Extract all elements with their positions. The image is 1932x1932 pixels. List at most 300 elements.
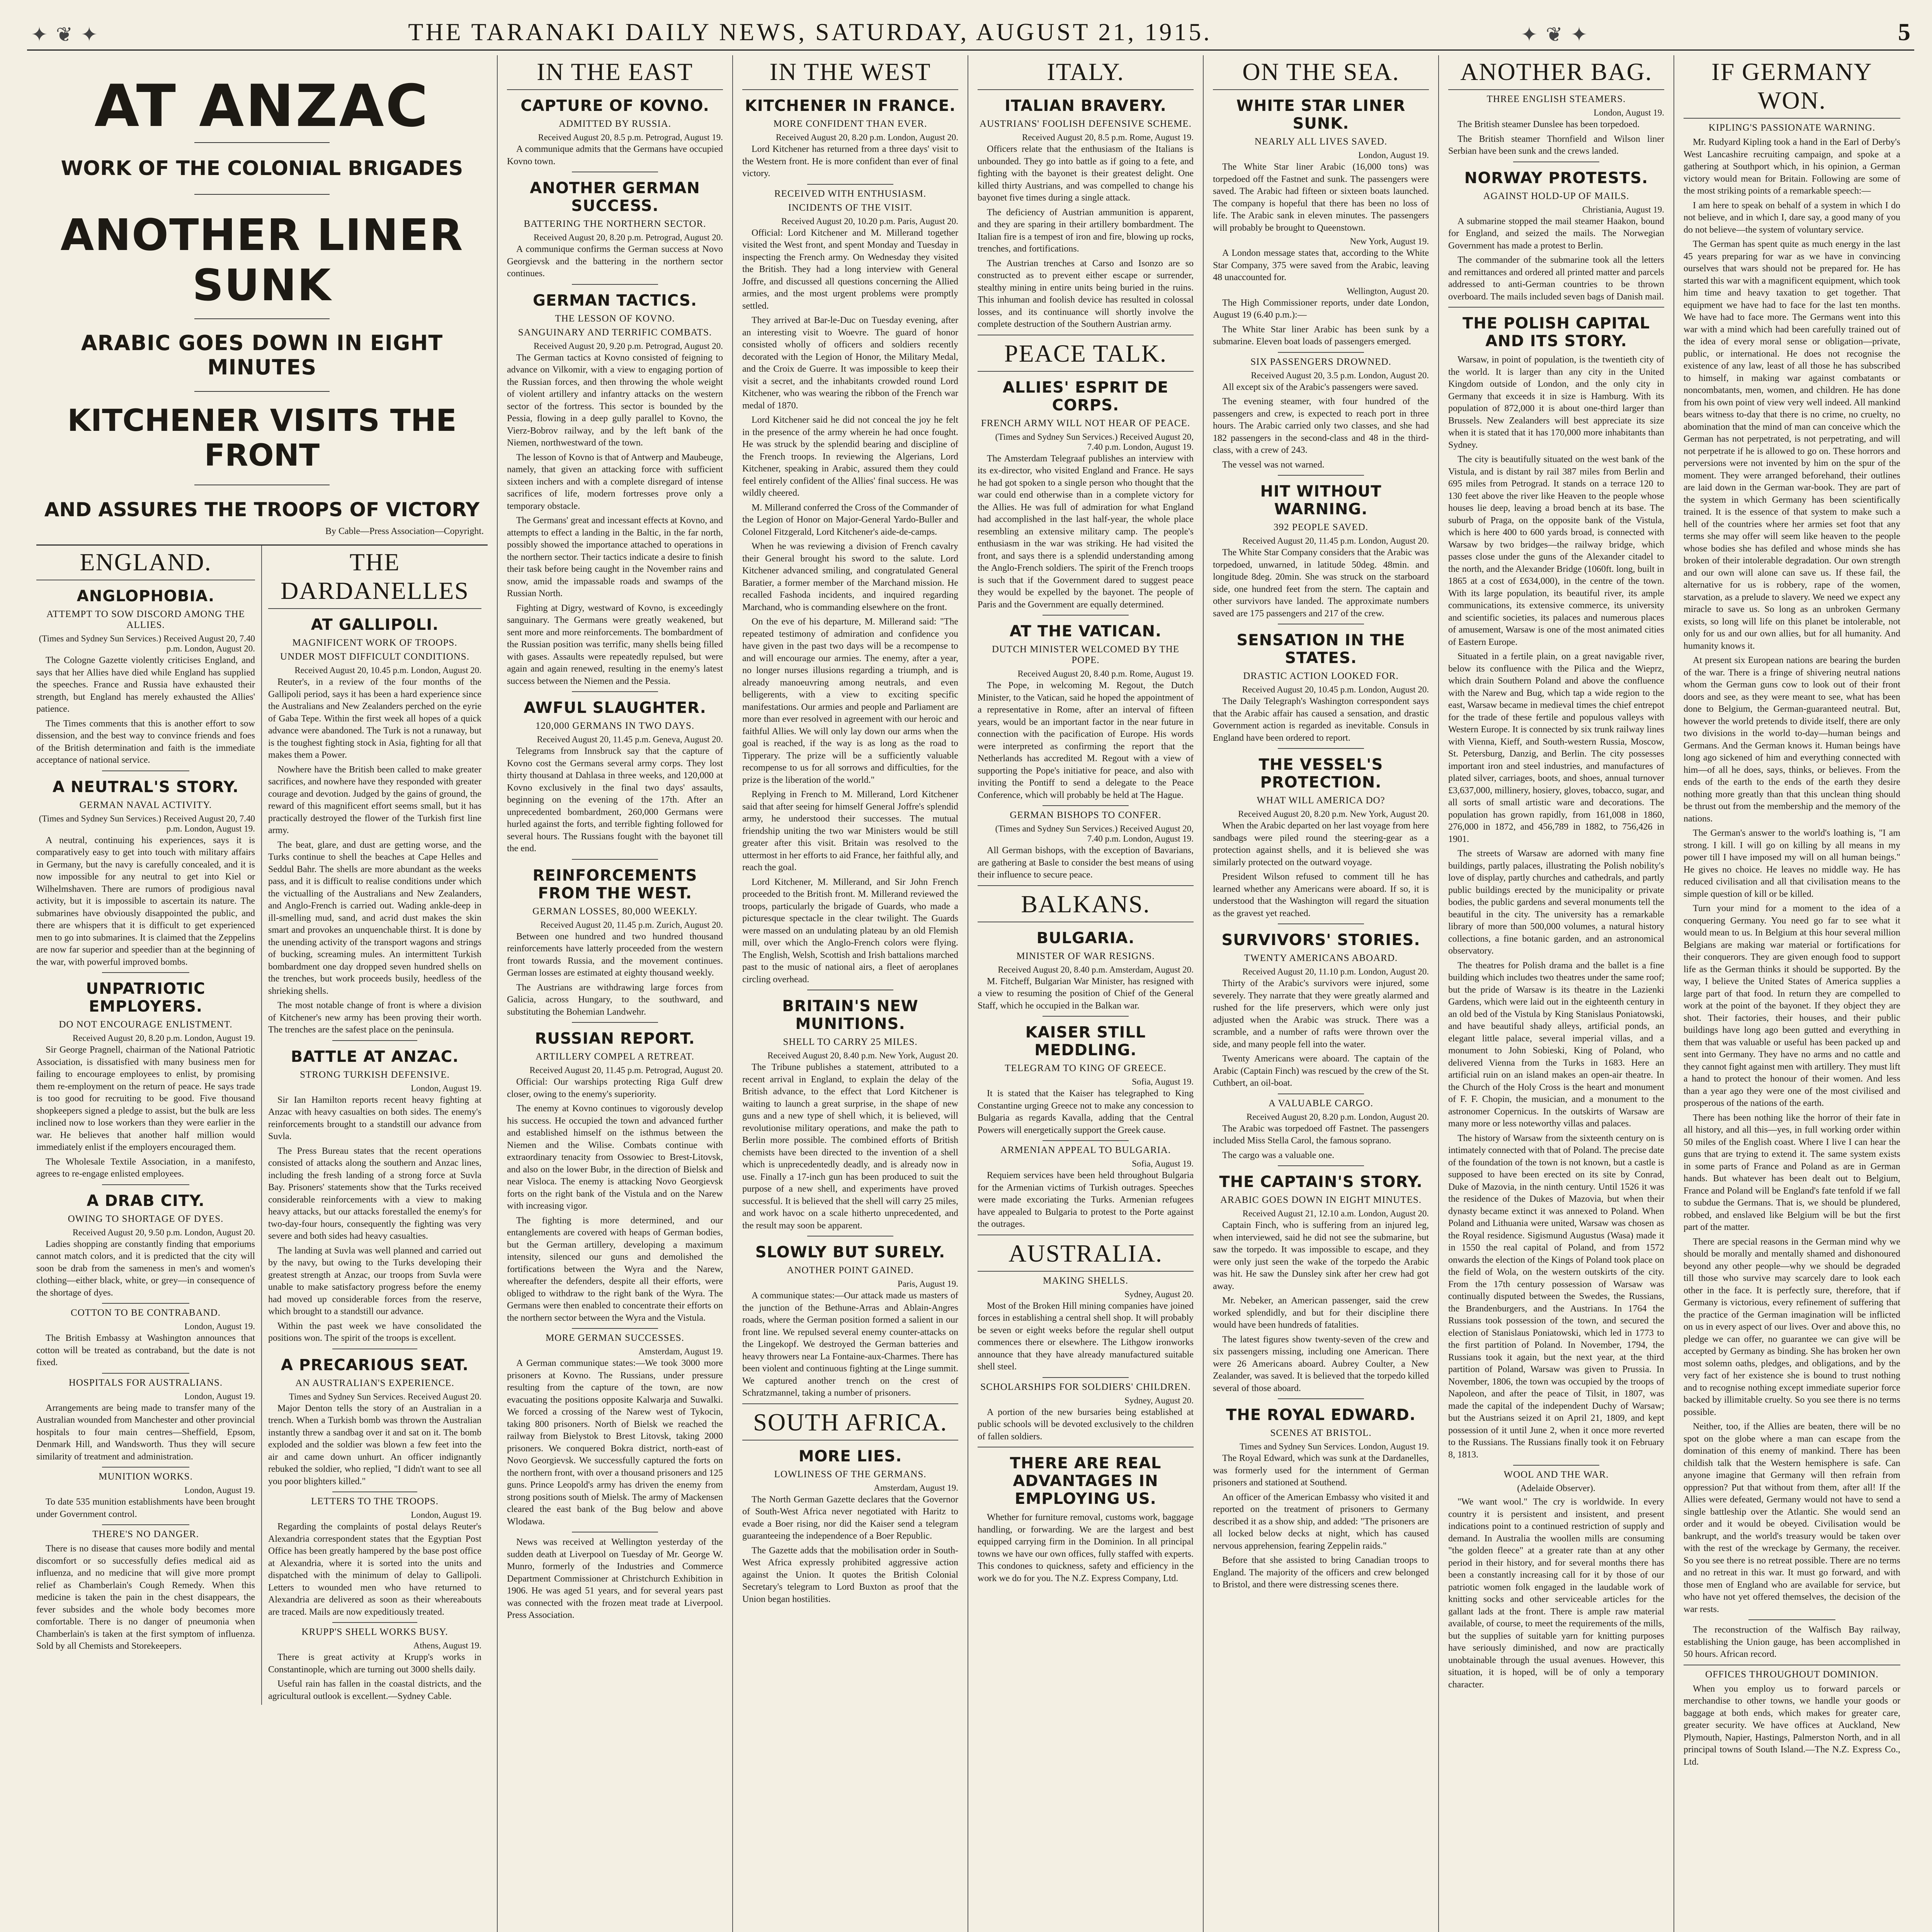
section-heading: ON THE SEA.: [1213, 58, 1429, 90]
paragraph: The theatres for Polish drama and the ballet is a fine building which includes two theatres under the same roof; but the pride of Warsaw is its theatre in the Lazienki Gardens, which were laid out in the eighteenth century in an old bed of the Vistula by King Stanislaus Poniatowski, and have beautiful shady alleys, artificial ponds, an elegant little palace, several imperial villas, and a monument to John Sobieski, King of Poland, who delivered Vienna from the Turks in 1683. Here an artificial ruin on an island makes an open-air theatre. In the Church of the Holy Cross is the heart and monument of F. F. Chopin, the musician, and a monument to the astronomer Copernicus. In the outskirts of Warsaw are many more or less noteworthy villas and palaces.: [1448, 960, 1664, 1129]
divider: [102, 770, 189, 771]
paragraph: Most of the Broken Hill mining companies have joined forces in establishing a central shell shop. It will probably be seven or eight weeks before the regular shell output commences there or elsewhere. The Lithgow ironworks announce that they have already manufactured suitable shell steel.: [978, 1301, 1194, 1372]
paragraph: Between one hundred and two hundred thousand reinforcements have latterly proceeded from the western front towards Russia, and the movement continues. German losses are estimated at eighty thousand weekly.: [507, 931, 723, 978]
dateline: London, August 19.: [184, 1391, 255, 1401]
divider: [102, 1467, 189, 1468]
paragraph: Neither, too, if the Allies are beaten, there will be no spot on the globe where a man can escape from the domination of this enemy of mankind. There has been childish talk that the Western hemisphere is safe. Can anyone imagine that Germany will then refrain from oppression? Put that without from them, after all! If the Allies were defeated, Germany would not have to send a single battleship over the Atlantic. She would send an order and it would be obeyed. Civilisation would be bankrupt, and the world's treasury would be taken over with the rest of the wreckage by Germany, the receiver. So you see there is no retreat possible. There are no terms and no retreat in this war. It must go forward, and with those men of England who are available for service, but who have not yet offered themselves, the decision of the war rests.: [1684, 1422, 1900, 1614]
paragraph: The deficiency of Austrian ammunition is apparent, and they are sparing in their artillery bombardment. The Italian fire is a tempest of iron and fire, blowing up rocks, trenches, and fortifications.: [978, 207, 1194, 254]
paragraph: Mr. Nebeker, an American passenger, said the crew worked splendidly, and but for their discipline there would have been hundreds of fatalities.: [1213, 1296, 1429, 1330]
article-headline: CAPTURE OF KOVNO.: [520, 97, 709, 115]
dateline: Received August 20, 8.20 p.m. London, August 19.: [72, 1033, 255, 1043]
article-headline: MUNITION WORKS.: [99, 1471, 193, 1482]
masthead-ornament-left: ✦ ❦ ✦: [31, 24, 99, 46]
paragraph: The Daily Telegraph's Washington correspondent says that the Arabic affair has caused a sensation, and drastic Government action is regarded as inevitable. Consuls in England have been ordered to report.: [1213, 696, 1429, 743]
divider: [102, 972, 189, 973]
dateline: New York, August 19.: [1350, 236, 1429, 246]
paragraph: The fighting is more determined, and our entanglements are covered with heaps of German bodies, but the German artillery, developing a maximum intensity, silenced our guns and demolished the fortifications between the Wyra and the Narew, whereafter the defenders, despite all their efforts, were obliged to withdraw to the right bank of the Wyra. The Germans were then enabled to concentrate their efforts on the northern sector between the Wyra and the Vistula.: [507, 1215, 723, 1323]
paragraph: News was received at Wellington yesterday of the sudden death at Liverpool on Tuesday of Mr. George W. Munro, formerly of the Industries and Commerce Department Commissioner at Christchurch Exhibition in 1906. He was aged 51 years, and for several years past was connected with the frozen meat trade at Liverpool. Press Association.: [507, 1537, 723, 1620]
advert-headline: THERE'S NO DANGER.: [92, 1529, 199, 1539]
paragraph: A neutral, continuing his experiences, says it is comparatively easy to get into touch with military affairs in Germany, but the navy is carefully concealed, and it is now impossible for any neutral to get into Kiel or Wilhelmshaven. There are rumors of prodigious naval activity, but it is impossible to ascertain its nature. The submarines have obviously disappointed the public, and there are whispers that it is difficult to get experienced men to go into submarines. It is claimed that the Zeppelins are now far superior and speedier than at the beginning of the war, with powerful improved bombs.: [36, 835, 255, 967]
divider: [978, 885, 1194, 886]
article-subhead: BATTERING THE NORTHERN SECTOR.: [524, 219, 706, 229]
divider: [572, 691, 658, 692]
article-subhead: SHELL TO CARRY 25 MILES.: [783, 1037, 918, 1047]
paragraph: Lord Kitchener, M. Millerand, and Sir John French proceeded to the British front. M. Millerand reviewed the troops, particularly the brigade of Guards, who made a picturesque spectacle in the clear twilight. The Guards were massed on an undulating plateau by an old Flemish mill, over which the Anglo-French colors were flying. The English, Welsh, Scottish and Irish battalions marched past to the music of national airs, a fleet of aeroplanes circling overhead.: [742, 877, 958, 985]
paragraph: Arrangements are being made to transfer many of the Australian wounded from Manchester and other provincial hospitals to four main centres—Sheffield, Epsom, Denmark Hill, and Wandsworth. Thus they will secure similarity of treatment and administration.: [36, 1403, 255, 1462]
article-source: (Adelaide Observer).: [1517, 1483, 1595, 1493]
dateline: Received August 20, 8.20 p.m. London, August 20.: [1246, 1112, 1429, 1122]
section-heading: ITALY.: [978, 58, 1194, 90]
article-subhead: AN AUSTRALIAN'S EXPERIENCE.: [295, 1378, 454, 1388]
paragraph: The Times comments that this is another effort to sow dissension, and the best way to convince friends and foes of the British determination and faith is the immediate acceptance of national service.: [36, 718, 255, 765]
dateline: Received August 20, 9.20 p.m. Petrograd, August 20.: [534, 341, 723, 351]
paragraph: The cargo was a valuable one.: [1222, 1150, 1335, 1160]
advert-text: There is no disease that causes more bodily and mental discomfort or so successfully defies medical aid as influenza, and no medicine that will give more prompt relief as Chamberlain's Cough Remedy. When this medicine is taken the pain in the chest disappears, the fever subsides and the whole body becomes more comfortable. There is no danger of pneumonia when Chamberlain's is taken at the first symptom of influenza. Sold by all Chemists and Storekeepers.: [36, 1544, 255, 1651]
paragraph: All except six of the Arabic's passengers were saved.: [1222, 382, 1418, 392]
article-headline: KITCHENER IN FRANCE.: [745, 97, 956, 115]
divider: [1043, 805, 1129, 806]
article-headline: AWFUL SLAUGHTER.: [524, 699, 706, 717]
banner-subhead-arabic: ARABIC GOES DOWN IN EIGHT MINUTES: [81, 331, 443, 379]
article-headline: THE VESSEL'S PROTECTION.: [1259, 756, 1383, 791]
paragraph: Sir George Pragnell, chairman of the National Patriotic Association, is dissatisfied with many business men for failing to encourage employees to enlist, by promising them re-employment on the return of peace. He says trade is too good for recruiting to be good. Five thousand shopkeepers signed a pledge to assist, but the bulk are less inclined now to lose workers than they were earlier in the war. He believes that another half million would immediately enlist if the employers encouraged them.: [36, 1045, 255, 1152]
paragraph: The city is beautifully situated on the west bank of the Vistula, and is distant by rail 387 miles from Berlin and 695 miles from Petrograd. It stands on a terrace 120 to 130 feet above the river like Heaven to the people whose houses lie deep, leaving a broad bench at its base. The suburb of Praga, on the opposite bank of the Vistula, which is here 400 to 600 yards broad, is connected with Warsaw by two bridges—the railway bridge, which passes close under the guns of the Alexander citadel to the north, and the Alexander Bridge (1060ft. long, built in 1865 at a cost of £634,000), in the centre of the town. With its large population, its beautiful river, its ample communications, its extensive commerce, its university and scientific societies, its palaces and numerous places of amusement, Warsaw is one of the most animated cities of Eastern Europe.: [1448, 454, 1664, 647]
dateline: Times and Sydney Sun Services. London, August 19.: [1240, 1442, 1429, 1451]
paragraph: Lord Kitchener said he did not conceal the joy he felt in the presence of the army wherein he had once fought. He was struck by the splendid bearing and discipline of the French troops. In reviewing the Algerians, Lord Kitchener, speaking in Arabic, assured them they could feel entirely confident of the Allies' final success. He was wildly cheered.: [742, 415, 958, 498]
article-subhead: ARTILLERY COMPEL A RETREAT.: [536, 1051, 694, 1062]
article-subhead: LOWLINESS OF THE GERMANS.: [774, 1469, 927, 1480]
paragraph: Thirty of the Arabic's survivors were injured, some severely. They narrate that they were greatly alarmed and rushed for the life preservers, which were only just adjusted when the Arabic was struck. There was a scramble, and a number of rafts were thrown over the side, and many people fell into the water.: [1213, 978, 1429, 1049]
warsaw-column: [1439, 55, 1674, 1932]
paragraph: Turn your mind for a moment to the idea of a conquering Germany. You need go far to see what it would mean to us. In Belgium at this hour several million Belgians are making war material or fortifications for their conquerors. They are given enough food to support life as the German thinks it should be supported. By the way, I believe the United States of America supplies a large part of that food. In return they are compelled to work at the point of the bayonet. If they object they are shot. Their factories, their houses, and their public buildings have long ago been gutted and everything in them that was valuable or useful has been packed up and sent into Germany. They have no arms and no cattle and they cannot fight against men with artillery. They must lift a hand to protect the honour of their women. And less than a year ago they were one of the most civilised and prosperous of the nations of the earth.: [1684, 903, 1900, 1108]
lead-column: [27, 55, 498, 1932]
paragraph: Officers relate that the enthusiasm of the Italians is unbounded. They go into battle as if going to a fete, and fighting with the bayonet is their greatest delight. One killed thirty Austrians, and was compelled to change his bayonet five times during a single attack.: [978, 144, 1194, 203]
dateline: Received August 20, 11.10 p.m. London, August 20.: [1242, 967, 1429, 976]
article-headline: ITALIAN BRAVERY.: [1005, 97, 1167, 115]
paragraph: Lord Kitchener has returned from a three days' visit to the Western front. He is more confident than ever of final victory.: [742, 144, 958, 179]
article-headline: SIX PASSENGERS DROWNED.: [1250, 356, 1391, 367]
divider: [1043, 1377, 1129, 1378]
article-headline: A VALUABLE CARGO.: [1269, 1098, 1373, 1109]
dateline: London, August 19.: [184, 1321, 255, 1331]
divider: [194, 142, 330, 143]
divider: [102, 1184, 189, 1185]
east-column: [498, 55, 733, 1932]
paragraph: Official: Lord Kitchener and M. Millerand together visited the West front, and spent Monday and Tuesday in inspecting the French army. On Wednesday they visited the British. They had a long interview with General Joffre, and discussed all questions concerning the Allied armies, and the most urgent problems were promptly settled.: [742, 228, 958, 311]
article-subhead: TELEGRAM TO KING OF GREECE.: [1005, 1063, 1167, 1073]
divider: [332, 1040, 418, 1041]
article-headline: ALLIES' ESPRIT DE CORPS.: [1003, 378, 1168, 414]
paragraph: The enemy at Kovno continues to vigorously develop his success. He occupied the town and advanced further and established himself on the isthmus between the Niemen and the Wilise. Combats continue with extraordinary tenacity from Ossowiec to Brest-Litovsk, and also on the lower Bubr, in the direction of Bielsk and near Visloca. The enemy is attacking Novo Georgievsk forts on the right bank of the Vistula and on the Narew with increasing vigor.: [507, 1104, 723, 1211]
italy-column: [968, 55, 1204, 1932]
section-heading: IN THE WEST: [742, 58, 958, 90]
dateline: London, August 19.: [411, 1083, 481, 1093]
paragraph: The Royal Edward, which was sunk at the Dardanelles, was formerly used for the internment of German prisoners and stationed at Southend.: [1213, 1453, 1429, 1488]
dateline: London, August 19.: [1594, 108, 1664, 117]
divider: [1043, 1140, 1129, 1141]
article-headline: THE POLISH CAPITAL AND ITS STORY.: [1462, 315, 1650, 350]
paragraph: Ladies shopping are constantly finding that emporiums cannot match colors, and it is predicted that the city will soon be drab from the sameness in men's and women's clothing—either black, white, or grey—in consequence of the shortage of dyes.: [36, 1239, 255, 1298]
article-subhead: GERMAN LOSSES, 80,000 WEEKLY.: [532, 906, 697, 917]
paragraph: There has been nothing like the horror of their fate in all history, and all this—yes, in full working order within 50 miles of the English coast. Where I live I can hear the guns that are trying to extend it. The same system exists in some parts of France and Poland as are in German hands. But whatever has been dealt out to Belgium, France and Poland will be England's fate tenfold if we fall to subdue the Germans. That is, we should be plundered, robbed, and enslaved like Belgium will be but the first part of the matter.: [1684, 1112, 1900, 1232]
article-headline: RECEIVED WITH ENTHUSIASM.: [774, 188, 927, 199]
article-headline: SCHOLARSHIPS FOR SOLDIERS' CHILDREN.: [980, 1381, 1191, 1392]
divider: [572, 284, 658, 285]
section-heading: ANOTHER BAG.: [1448, 58, 1664, 90]
paragraph: The Austrian trenches at Carso and Isonzo are so constructed as to prevent either escape or surrender, stealthy mining in entire units being buried in the ruins. This inhuman and foolish device has resulted in colossal losses, and its continuance will shortly involve the complete destruction of the Southern Austrian army.: [978, 258, 1194, 329]
paragraph: A communique admits that the Germans have occupied Kovno town.: [507, 144, 723, 167]
article-headline: THE CAPTAIN'S STORY.: [1219, 1173, 1423, 1191]
paragraph: Fighting at Digry, westward of Kovno, is exceedingly sanguinary. The Germans were greatly weakened, but sent more and more reinforcements. The bombardment of the Russian position was terrific, many shells being filled with gases. Assaults were repeatedly repulsed, but were again and again renewed, resulting in the enemy's latest success between the Niemen and the Pessia.: [507, 603, 723, 686]
dateline: Sofia, August 19.: [1132, 1159, 1194, 1168]
dateline: Sofia, August 19.: [1132, 1077, 1194, 1087]
article-subhead: THREE ENGLISH STEAMERS.: [1486, 94, 1626, 104]
article-headline: GERMAN BISHOPS TO CONFER.: [1010, 810, 1162, 820]
dateline: Wellington, August 20.: [1347, 286, 1429, 296]
article-subhead: FRENCH ARMY WILL NOT HEAR OF PEACE.: [981, 418, 1190, 429]
article-headline: ANGLOPHOBIA.: [77, 587, 215, 605]
divider: [102, 1303, 189, 1304]
paragraph: They arrived at Bar-le-Duc on Tuesday evening, after an interesting visit to Woevre. The guard of honor consisted wholly of officers and soldiers recently decorated with the Legion of Honor, the Military Medal, and the Croix de Guerre. It was impossible to keep their visit a secret, and the inhabitants crowded round Lord Kitchener, who was wearing the ribbon of the French war medal of 1870.: [742, 315, 958, 411]
paragraph: M. Fitcheff, Bulgarian War Minister, has resigned with a view to resuming the position of Chief of the General Staff, which he occupied in the Balkan war.: [978, 976, 1194, 1011]
article-headline: NORWAY PROTESTS.: [1464, 169, 1648, 187]
paragraph: "We want wool." The cry is worldwide. In every country it is persistent and insistent, and present indications point to a continued restriction of supply and demand. In Australia the woollen mills are consuming "the golden fleece" at a greater rate than at any other period in their history, and for several months there has been a constantly increasing call for it by those of our patriotic women folk engaged in the laudable work of knitting socks and other serviceable articles for the gallant lads at the front. There is ample raw material available, of course, to meet the requirements of the mills, but the supplies of suitable yarn for knitting purposes have seriously diminished, and now are practically unobtainable through the usual avenues. However, this situation, it is hoped, will be of only a temporary character.: [1448, 1497, 1664, 1690]
article-headline: AT GALLIPOLI.: [311, 616, 439, 634]
advert-text: When you employ us to forward parcels or merchandise to other towns, we handle your goods or baggage at both ends, which makes for greater care, greater security. We have offices at Auckland, New Plymouth, Napier, Hastings, Palmerston North, and in all principal towns of South Island.—The N.Z. Express Co., Ltd.: [1684, 1684, 1900, 1767]
paragraph: The evening steamer, with four hundred of the passengers and crew, is expected to reach port in three hours. The Arabic carried only two classes, and she had 182 passengers in the second-class and 48 in the third-class, with a crew of 243.: [1213, 396, 1429, 455]
article-subhead: AGAINST HOLD-UP OF MAILS.: [1483, 190, 1629, 201]
paragraph: The beat, glare, and dust are getting worse, and the Turks continue to shell the beaches at Cape Helles and Seddul Bahr. The shells are more abundant as the weeks pass, and it is difficult to realise conditions under which the victualling of the Australians and New Zealanders, and Anglo-French is carried out. Wading ankle-deep in ill-smelling mud, sand, and acrid dust makes the skin smart and provokes an unquenchable thirst. It is done by the unending activity of the transport wagons and strings of bucking, screaming mules. An intermittent Turkish bombardment one day dropped seven hundred shells on the trenches, but work proceeds busily, heedless of the shrieking shells.: [268, 840, 481, 996]
paragraph: The British steamer Thornfield and Wilson liner Serbian have been sunk and the crews landed.: [1448, 134, 1664, 156]
advert-headline: OFFICES THROUGHOUT DOMINION.: [1705, 1669, 1879, 1680]
paragraph: The Cologne Gazette violently criticises England, and says that her Allies have died while England has supplied the speeches. France and Russia have exhausted their strength, but England has merely exhausted the Allies' patience.: [36, 655, 255, 714]
dateline: Received August 20, 9.50 p.m. London, August 20.: [72, 1227, 255, 1237]
article-headline: WHITE STAR LINER SUNK.: [1236, 97, 1406, 133]
article-headline: A DRAB CITY.: [87, 1192, 205, 1210]
article-headline: REINFORCEMENTS FROM THE WEST.: [532, 866, 697, 902]
west-column: [733, 55, 968, 1932]
masthead-title: THE TARANAKI DAILY NEWS, SATURDAY, AUGUST 21, 1915.: [408, 18, 1212, 46]
article-headline: WOOL AND THE WAR.: [1503, 1469, 1609, 1480]
divider: [1043, 1016, 1129, 1017]
paragraph: The Pope, in welcoming M. Regout, the Dutch Minister, to the Vatican, said he hoped the appointment of a representative in Rome, after an interval of fifteen years, would be an important factor in the near future in connection with the pacification of Europe. His words were interpreted as confirming the report that the Netherlands has accredited M. Regout with a view of supporting the Pope's initiative for peace, and also with inviting the Pontiff to send a delegate to the Peace Conference, which will probably be held at The Hague.: [978, 680, 1194, 800]
dateline: London, August 19.: [184, 1485, 255, 1495]
article-subhead: MINISTER OF WAR RESIGNS.: [1016, 951, 1155, 961]
dateline: Received August 20, 10.20 p.m. Paris, August 20.: [781, 216, 958, 226]
article-subhead: SCENES AT BRISTOL.: [1270, 1428, 1372, 1438]
paragraph: The streets of Warsaw are adorned with many fine buildings, partly palaces, illustrating the Polish nobility's love of display, partly churches and cathedrals, and partly public buildings erected by the municipality or private bodies, the public gardens and several monuments tell the beautiful in the city. The university has a remarkable library of more than 500,000 volumes, a natural history collections, a fine botanic garden, and an astronomical observatory.: [1448, 849, 1664, 956]
paragraph: Telegrams from Innsbruck say that the capture of Kovno cost the Germans several army corps. They lost thirty thousand at Dahlasa in three weeks, and 120,000 at Kovno exclusively in the final two days' assaults, beginning on the evening of the 17th. After an unprecedented bombardment, 260,000 Germans were hurled against the forts, and terrible fighting followed for several hours. The Russians fought with the bayonet till the end.: [507, 746, 723, 854]
article-headline: MORE GERMAN SUCCESSES.: [546, 1333, 684, 1343]
paragraph: A submarine stopped the mail steamer Haakon, bound for England, and seized the mails. The Norwegian Government has made a protest to Berlin.: [1448, 216, 1664, 251]
dateline: Sydney, August 20.: [1124, 1289, 1194, 1299]
paragraph: On the eve of his departure, M. Millerand said: "The repeated testimony of admiration and confidence you have given in the past two days will be a recompense to and will encourage our armies. The enemy, after a year, no longer nurses illusions regarding a triumph, and is already manoeuvring among neutrals, and even belligerents, with a view to exciting specific manifestations. Our armies and people and Parliament are more than ever resolved in agreement with our heroic and faithful Allies. We will only lay down our arms when the goal is reached, if the way is as long as the road to Tipperary. The prize will be a sufficiently valuable recompense to us for all sorrows and difficulties, for the prize is the liberation of the world.": [742, 617, 958, 785]
article-headline: RUSSIAN REPORT.: [535, 1030, 695, 1048]
dateline: Received August 20, 11.45 p.m. Geneva, August 20.: [537, 735, 723, 744]
paragraph: The Arabic was torpedoed off Fastnet. The passengers included Miss Stella Carol, the famous soprano.: [1213, 1123, 1429, 1146]
article-headline: BULGARIA.: [1036, 929, 1135, 947]
paragraph: Mr. Rudyard Kipling took a hand in the Earl of Derby's West Lancashire recruiting campaign, and spoke at a gathering at Southport which, in his opinion, a German victory would mean for Britain. Following are some of the most striking points of a remarkable speech:—: [1684, 137, 1900, 196]
article-subhead: DRASTIC ACTION LOOKED FOR.: [1243, 671, 1399, 681]
paragraph: Sir Ian Hamilton reports recent heavy fighting at Anzac with heavy casualties on both sides. The enemy's reinforcements brought to a standstill our advance from Suvla.: [268, 1095, 481, 1141]
divider: [1278, 475, 1364, 476]
kipling-column: [1674, 55, 1910, 1932]
article-subhead: UNDER MOST DIFFICULT CONDITIONS.: [280, 651, 469, 662]
divider: [102, 1524, 189, 1525]
paragraph: The White Star liner Arabic (16,000 tons) was torpedoed off the Fastnet and sunk. The passengers were saved. The Arabic had fifteen or sixteen boats launched. The company is hopeful that there has been no loss of life. The Arabic sank in eleven minutes. The passengers will probably be brought to Queenstown.: [1213, 162, 1429, 233]
paragraph: The Tribune publishes a statement, attributed to a recent arrival in England, to explain the delay of the British advance, to the effect that Lord Kitchener is waiting to launch a great surprise, in the shape of new guns and a new type of shell which, it is believed, will revolutionise military operations, and make the path to Berlin more possible. The combined efforts of British chemists have been directed to the invention of a shell which is unprecedentedly deadly, and is already now in use. Finally a 17-inch gun has been produced to suit the purpose of a new shell, and experiments have proved successful. It is believed that the shell will carry 25 miles, and work havoc on a scale hitherto unprecedented, and the result may soon be apparent.: [742, 1062, 958, 1231]
article-headline: BATTLE AT ANZAC.: [291, 1048, 459, 1066]
article-headline: HOSPITALS FOR AUSTRALIANS.: [68, 1377, 223, 1388]
divider: [1278, 1165, 1364, 1166]
paragraph: At present six European nations are bearing the burden of the war. There is a fringe of shivering neutral nations whom the German guns cow to look out of their front doors and see, as they were meant to see, what has been done to Belgium, the German-guaranteed neutral. But, however the world pretends to divide itself, there are only two divisions in the world to-day—human beings and Germans. And the German knows it. Human beings have long ago sickened of him and everything connected with him—of all he does, says, thinks, or believes. From the ends of the earth to the ends of the earth they desire nothing more greatly than that this unclean thing should be thrust out from the membership and the memory of the nations.: [1684, 655, 1900, 824]
article-subhead: MAGNIFICENT WORK OF TROOPS.: [292, 638, 457, 648]
divider: [194, 194, 330, 195]
paragraph: An officer of the American Embassy who visited it and reported on the treatment of prisoners to Germany described it as a show ship, and added: "The prisoners are all locked below decks at night, which has caused nervous apprehension, fearing Zeppelin raids.": [1213, 1492, 1429, 1551]
article-subhead: 120,000 GERMANS IN TWO DAYS.: [535, 721, 695, 731]
paragraph: A portion of the new bursaries being established at public schools will be devoted exclusively to the children of fallen soldiers.: [978, 1407, 1194, 1442]
dateline: Received August 20, 11.45 p.m. Zurich, August 20.: [540, 920, 723, 930]
paragraph: The German tactics at Kovno consisted of feigning to advance on Vilkomir, with a view to engaging portion of the Russian forces, and then throwing the whole weight of violent artillery and infantry attacks on the western sector of the fortress. This sector is bounded by the Pessia, flowing in a deep gully parallel to Kovno, the Vierz-Bobrov railway, and by the left bank of the Niemen, northwestward of the town.: [507, 352, 723, 448]
article-subhead: KIPLING'S PASSIONATE WARNING.: [1708, 122, 1876, 133]
paragraph: All German bishops, with the exception of Bavarians, are gathering at Basle to consider the best means of using their influence to secure peace.: [978, 845, 1194, 880]
banner-headline-anzac: AT ANZAC: [94, 73, 430, 140]
masthead-ornament-right: ✦ ❦ ✦: [1520, 24, 1589, 46]
paragraph: The British steamer Dunslee has been torpedoed.: [1458, 119, 1640, 129]
article-subhead: SANGUINARY AND TERRIFIC COMBATS.: [518, 327, 712, 338]
divider: [1278, 748, 1364, 749]
dateline: (Times and Sydney Sun Services.) Received August 20, 7.40 p.m. London, August 19.: [995, 432, 1194, 452]
dateline: Received August 20, 8.40 p.m. Rome, August 19.: [1017, 669, 1194, 679]
page-number: 5: [1898, 18, 1910, 46]
divider: [572, 859, 658, 860]
divider: [1043, 615, 1129, 616]
banner-headline-kitchener: KITCHENER VISITS THE FRONT: [67, 403, 457, 473]
dateline: (Times and Sydney Sun Services.) Received August 20, 7.40 p.m. London, August 19.: [39, 813, 255, 833]
dateline: Received August 20, 8.40 p.m. Amsterdam, August 20.: [998, 964, 1194, 975]
article-subhead: ARABIC GOES DOWN IN EIGHT MINUTES.: [1220, 1195, 1422, 1205]
dateline: Sydney, August 20.: [1124, 1395, 1194, 1405]
divider: [1278, 1398, 1364, 1399]
article-subhead: ADMITTED BY RUSSIA.: [559, 119, 671, 129]
section-heading: IF GERMANY WON.: [1684, 58, 1900, 119]
masthead: [27, 15, 1914, 51]
section-heading: PEACE TALK.: [978, 339, 1194, 372]
advert-text: Whether for furniture removal, customs work, baggage handling, or forwarding. We are the largest and best equipped carrying firm in the Dominion. In all principal towns we have our own offices, fully staffed with experts. This condones to quickness, safety and efficiency in the work we do for you. The N.Z. Express Company, Ltd.: [978, 1512, 1194, 1583]
paragraph: Before that she assisted to bring Canadian troops to England. The majority of the officers and crew belonged to Bristol, and there were distressing scenes there.: [1213, 1555, 1429, 1590]
article-subhead: OWING TO SHORTAGE OF DYES.: [68, 1213, 224, 1224]
paragraph: A communique states:—Our attack made us masters of the junction of the Bethune-Arras and Ablain-Angres roads, where the German position formed a salient in our front line. We repulsed several enemy counter-attacks on the Lingekopf. We destroyed the German batteries and heavy throwers near La Fontaine-aux-Charmes. There has been violent and continuous fighting at the Linge summit. We captured another trench on the crest of Schratzmannel, taking a number of prisoners.: [742, 1291, 958, 1398]
columns: [27, 55, 1914, 1932]
banner-credit: By Cable—Press Association—Copyright.: [325, 526, 484, 536]
article-subhead: WHAT WILL AMERICA DO?: [1257, 795, 1385, 806]
article-headline: UNPATRIOTIC EMPLOYERS.: [86, 980, 206, 1015]
article-subhead: GERMAN NAVAL ACTIVITY.: [79, 799, 212, 810]
paragraph: When the Arabic departed on her last voyage from here sandbags were piled round the steering-gear as a protection against shells, and it is believed she was similarly protected on the outward voyage.: [1213, 821, 1429, 867]
paragraph: Within the past week we have consolidated the positions won. The spirit of the troops is excellent.: [268, 1321, 481, 1343]
article-subhead: NEARLY ALL LIVES SAVED.: [1254, 136, 1388, 147]
paragraph: President Wilson refused to comment till he has learned whether any Americans were aboard. If so, it is understood that the Washington will regard the situation as the gravest yet reached.: [1213, 872, 1429, 918]
divider: [1278, 923, 1364, 924]
divider: [194, 391, 330, 392]
article-headline: SURVIVORS' STORIES.: [1221, 931, 1420, 949]
paragraph: The reconstruction of the Walfisch Bay railway, establishing the Union gauge, has been accomplished in 50 hours. African record.: [1684, 1625, 1900, 1659]
article-subhead: DO NOT ENCOURAGE ENLISTMENT.: [59, 1019, 233, 1030]
section-heading: THE DARDANELLES: [268, 548, 481, 609]
england-column: [36, 546, 262, 1705]
dateline: Received August 20, 10.45 p.m. London, August 20.: [1242, 685, 1429, 694]
paragraph: Useful rain has fallen in the coastal districts, and the agricultural outlook is excellent.—Sydney Cable.: [268, 1679, 481, 1701]
article-headline: LETTERS TO THE TROOPS.: [311, 1496, 439, 1507]
dateline: Received August 20, 8.40 p.m. New York, August 20.: [767, 1051, 958, 1060]
dateline: Received August 20, 8.20 p.m. London, August 20.: [776, 133, 958, 142]
section-heading: BALKANS.: [978, 890, 1194, 922]
article-subhead: AUSTRIANS' FOOLISH DEFENSIVE SCHEME.: [980, 119, 1192, 129]
paragraph: The German has spent quite as much energy in the last 45 years preparing for war as we have in convincing ourselves that wars should not be prepared for. He has started this war with a magnificent equipment, which took him time and heavy taxation to get together. That equipment we have had to face for the last ten months. We have had to face more. The Germans went into this war with a mind which had been carefully trained out of the idea of every moral sense or obligation—private, public, or international. He does not recognise the existence of any law, least of all those he has subscribed to himself, in making war against combatants or noncombatants, men, women, and children. He has done from his own point of view very well indeed. All mankind bears witness to-day that there is no crime, no cruelty, no abomination that the mind of man can conceive which the German has not perpetrated, is not perpetrating, and will not perpetrate if he is allowed to go on. These horrors and perversions were not invented by him on the spur of the moment. They were arranged beforehand, their outlines are laid down in the German war-book. They are part of the system in which Germany has been scientifically trained. It is the essence of that system to make such a hell of the countries where her armies set foot that any terms she may offer will seem like heaven to the people whose bodies she has defiled and whose minds she has broken of their intolerable degradation. Our own strength and our own will alone can save us. If these fail, the alternative for us is robbery, rape of the women, starvation, as a prelude to slavery. We need we expect any miracle to save us. So long as an unbroken Germany exists, so long will life on this planet be intolerable, not only for us and our own allies, but for all humanity. And humanity knows it.: [1684, 239, 1900, 651]
banner-subhead-troops: AND ASSURES THE TROOPS OF VICTORY: [44, 498, 480, 521]
article-headline: GERMAN TACTICS.: [533, 291, 697, 310]
paragraph: The British Embassy at Washington announces that cotton will be treated as contraband, but the date is not fixed.: [36, 1333, 255, 1367]
dateline: Received August 20, 8.5 p.m. Rome, August 19.: [1022, 133, 1194, 142]
paragraph: To date 535 munition establishments have been brought under Government control.: [36, 1497, 255, 1519]
paragraph: When he was reviewing a division of French cavalry their General brought his sword to the salute. Lord Kitchener advanced smiling, and congratulated General Baratier, a former member of the Marchand mission. He recalled Fashoda incidents, and inquired regarding Marchand, who is commanding elsewhere on the front.: [742, 541, 958, 612]
dateline: Received August 20, 8.5 p.m. Petrograd, August 19.: [538, 133, 723, 142]
article-headline: SLOWLY BUT SURELY.: [755, 1243, 946, 1261]
paragraph: Captain Finch, who is suffering from an injured leg, when interviewed, said he did not see the submarine, but saw the torpedo. It was impossible to escape, and they were only just seen the wake of the torpedo the Arabic was hit. He saw the Dunsley sink after her crew had got away.: [1213, 1220, 1429, 1291]
paragraph: Official: Our warships protecting Riga Gulf drew closer, owing to the enemy's superiority.: [507, 1077, 723, 1099]
paragraph: A German communique states:—We took 3000 more prisoners at Kovno. The Russians, under pressure resulting from the capture of the town, are now evacuating the positions opposite Kalwarja and Suwalki. We forced a crossing of the Narew west of Tykocin, taking 800 prisoners. North of Bielsk we reached the railway from Bielystok to Brest Litovsk, taking 2000 prisoners. We conquered Bokra district, north-east of Novo Georgievsk. We successfully captured the forts on the northern front, with over a thousand prisoners and 125 guns. Prince Leopold's army has driven the enemy from strong positions south of Mielsk. The army of Mackensen cleared the east bank of the Bug below and above Wlodawa.: [507, 1358, 723, 1527]
paragraph: The White Star Company considers that the Arabic was torpedoed, unwarned, in latitude 50deg. 48min. and longitude 8deg. 20min. She was struck on the starboard side, one hundred feet from the stern. The captain and other survivors have landed. The approximate numbers saved are 175 passengers and 217 of the crew.: [1213, 548, 1429, 619]
dateline: Received August 20, 8.20 p.m. Petrograd, August 20.: [534, 233, 723, 242]
front-banner: [36, 75, 488, 537]
article-headline: ANOTHER GERMAN SUCCESS.: [530, 179, 700, 215]
paragraph: The White Star liner Arabic has been sunk by a submarine. Eleven boat loads of passengers emerged.: [1213, 324, 1429, 347]
paragraph: The most notable change of front is where a division of Kitchener's new army has been proving their worth. The trenches are the safest place on the peninsula.: [268, 1000, 481, 1035]
paragraph: There are special reasons in the German mind why we should be morally and mentally shamed and dishonoured beyond any other people—why we should be degraded till those who survive may scarcely dare to look each other in the face. It is perfectly sure, therefore, that if Germany is victorious, every refinement of suffering that the practice of the German imagination will be inflicted on us in every aspect of our lives. Over and above this, no pledge we can offer, no guarantee we can give will be accepted by Germany as binding. She has broken her own most solemn oaths, pledges, and obligations, and by the very fact of her existence she is bound to trust nothing and to recognise nothing except immediate superior force backed by illimitable cruelty. So you see there is no terms possible.: [1684, 1236, 1900, 1417]
article-subhead: MORE CONFIDENT THAN EVER.: [773, 119, 927, 129]
paragraph: A London message states that, according to the White Star Company, 375 were saved from the Arabic, leaving 48 unaccounted for.: [1213, 248, 1429, 282]
paragraph: There is great activity at Krupp's works in Constantinople, which are turning out 3000 shells daily.: [268, 1652, 481, 1675]
paragraph: The latest figures show twenty-seven of the crew and six passengers missing, including one American. There were 26 Americans aboard. Aubrey Coulter, a New Zealander, was saved. It is believed that the torpedo killed several of those aboard.: [1213, 1334, 1429, 1393]
paragraph: The Amsterdam Telegraaf publishes an interview with its ex-director, who visited England and France. He says he had got spoken to a single person who thought that the war could end otherwise than in a complete victory for the Allies. He was full of admiration for what England had accomplished in the last half-year, the whole place resembling an extensive military camp. The people's enthusiasm in the war was striking. He had visited the front, and says there is a splendid understanding among the Anglo-French soldiers. The spirit of the French troops is such that if the Government dared to suggest peace they would be expelled by the bayonet. The people of Paris and the Government are equally determined.: [978, 453, 1194, 610]
paragraph: Requiem services have been held throughout Bulgaria for the Armenian victims of Turkish outrages. Speeches were made excoriating the Turks. Armenian refugees have appealed to Bulgaria to protest to the Porte against the outrages.: [978, 1170, 1194, 1229]
paragraph: The lesson of Kovno is that of Antwerp and Maubeuge, namely, that given an attacking force with sufficient sixteen inchers and with a complete disregard of intense sacrifices of life, modern fortresses prove only a temporary obstacle.: [507, 452, 723, 511]
paragraph: A communique confirms the German success at Novo Georgievsk and the battering in the northern sector continues.: [507, 244, 723, 279]
section-heading: IN THE EAST: [507, 58, 723, 90]
article-subhead: DUTCH MINISTER WELCOMED BY THE POPE.: [992, 644, 1180, 665]
paragraph: The North German Gazette declares that the Governor of South-West Africa never negotiated with Haritz to evade a Boer rising, nor did the Kaiser send a telegram guaranteeing the independence of a Boer Republic.: [742, 1494, 958, 1541]
paragraph: Situated in a fertile plain, on a great navigable river, below its confluence with the Pilica and the Wieprz, which drain Southern Poland and above the confluence with the Narew and Bug, which tap a wide region to the east, Warsaw became in medieval times the chief entrepot for the trade of these fertile and populous valleys with Western Europe. It is connected by six trunk railway lines with Vienna, Kieff, and South-western Russia, Moscow, St. Petersburg, Danzig, and Berlin. The city possesses important iron and steel industries, and manufactures of plated silver, carriages, boots, and shoes, annual turnover £3,637,000, millinery, hosiery, gloves, tobacco, sugar, and all sorts of small artistic ware and decorations. The population has grown rapidly, from 161,008 in 1860, 276,000 in 1872, and 456,789 in 1882, to 756,426 in 1901.: [1448, 651, 1664, 844]
paragraph: Regarding the complaints of postal delays Reuter's Alexandria correspondent states that the Egyptian Post Office has been greatly hampered by the base post office at Alexandria, where it is sorted into the units and dispatched with the minimum of delay to Gallipoli. Letters to wounded men who have returned to Alexandria are delivered as soon as their whereabouts are traced. Mails are now expeditiously treated.: [268, 1522, 481, 1617]
dateline: Amsterdam, August 19.: [638, 1347, 723, 1356]
dardanelles-column: [262, 546, 488, 1705]
divider: [1513, 1465, 1600, 1466]
article-headline: MAKING SHELLS.: [1043, 1275, 1128, 1286]
article-headline: KRUPP'S SHELL WORKS BUSY.: [301, 1627, 448, 1637]
paragraph: I am here to speak on behalf of a system in which I do not believe, and in which I, dare say, a good many of you do not believe—the system of voluntary service.: [1684, 200, 1900, 235]
article-headline: A PRECARIOUS SEAT.: [281, 1356, 469, 1374]
paragraph: The Gazette adds that the mobilisation order in South-West Africa expressly prohibited aggressive action against the Union. It quotes the British Colonial Secretary's telegram to Lord Buxton as proof that the Union began hostilities.: [742, 1545, 958, 1604]
advert-headline: THERE ARE REAL ADVANTAGES IN EMPLOYING US.: [1010, 1454, 1162, 1508]
dateline: Received August 20, 8.20 p.m. New York, August 20.: [1238, 809, 1429, 819]
article-headline: KAISER STILL MEDDLING.: [1025, 1024, 1146, 1059]
paragraph: It is stated that the Kaiser has telegraphed to King Constantine urging Greece not to make any concession to Bulgaria as regards Kavalla, adding that the Central Powers will energetically support the Greek cause.: [978, 1088, 1194, 1135]
dateline: Amsterdam, August 19.: [874, 1483, 958, 1493]
article-headline: THE ROYAL EDWARD.: [1226, 1406, 1416, 1424]
banner-subhead-brigades: WORK OF THE COLONIAL BRIGADES: [61, 157, 463, 180]
sea-column: [1204, 55, 1439, 1932]
dateline: Athens, August 19.: [413, 1641, 481, 1650]
paragraph: The Wholesale Textile Association, in a manifesto, agrees to re-engage enlisted employees.: [36, 1156, 255, 1179]
paragraph: The vessel was not warned.: [1222, 459, 1325, 470]
article-subhead: STRONG TURKISH DEFENSIVE.: [300, 1069, 450, 1080]
dateline: London, August 19.: [1358, 150, 1429, 160]
paragraph: The German's answer to the world's loathing is, "I am strong. I kill. I will go on killing by all means in my power till I have imposed my will on all human beings." He gives no choice. He leaves no middle way. He has reduced civilisation and all that civilisation means to the simple question of kill or be killed.: [1684, 828, 1900, 899]
divider: [1448, 307, 1664, 308]
article-subhead: THE LESSON OF KOVNO.: [555, 313, 675, 324]
paragraph: The commander of the submarine took all the letters and remittances and ordered all printed matter and parcels addressed to anti-German countries to be thrown overboard. The mails included seven bags of Danish mail.: [1448, 255, 1664, 302]
divider: [807, 184, 894, 185]
paragraph: Replying in French to M. Millerand, Lord Kitchener said that after seeing for himself General Joffre's splendid army, he understood their successes. The mutual friendship uniting the two war Ministers would be still greater after this visit. Britain was resolved to the uttermost in her efforts to aid France, her faithful ally, and reach the goal.: [742, 789, 958, 872]
article-headline: AT THE VATICAN.: [1009, 622, 1162, 640]
section-heading: AUSTRALIA.: [978, 1239, 1194, 1272]
dateline: (Times and Sydney Sun Services.) Received August 20, 7.40 p.m. London, August 19.: [995, 824, 1194, 844]
dateline: Christiania, August 19.: [1582, 204, 1664, 214]
article-headline: COTTON TO BE CONTRABAND.: [71, 1308, 221, 1318]
banner-headline-liner: ANOTHER LINER SUNK: [60, 210, 464, 311]
paragraph: Twenty Americans were aboard. The captain of the Arabic (Captain Finch) was rescued by the crew of the St. Cuthbert, an oil-boat.: [1213, 1054, 1429, 1088]
article-subhead: ANOTHER POINT GAINED.: [787, 1265, 914, 1276]
paragraph: The High Commissioner reports, under date London, August 19 (6.40 p.m.):—: [1213, 298, 1429, 320]
article-headline: ARMENIAN APPEAL TO BULGARIA.: [1000, 1145, 1171, 1155]
paragraph: Warsaw, in point of population, is the twentieth city of the world. It is larger than any city in the United Kingdom outside of London, and the only city in Germany that exceeds it in size is Hamburg. With its population of 872,000 it is about one-third larger than Brussels. New Zealanders will best appreciate its size when it is stated that it has 170,000 more inhabitants than Sydney.: [1448, 355, 1664, 450]
dateline: Received August 21, 12.10 a.m. London, August 20.: [1242, 1209, 1429, 1218]
dateline: Received August 20, 11.45 p.m. Petrograd, August 20.: [529, 1065, 723, 1075]
paragraph: The landing at Suvla was well planned and carried out by the navy, but owing to the Turks developing their greatest strength at Anzac, our troops from Suvla were unable to make satisfactory progress before the enemy had moved up considerable forces from the reserve, which brought to a standstill our advance.: [268, 1245, 481, 1316]
article-headline: MORE LIES.: [798, 1447, 902, 1465]
divider: [1278, 352, 1364, 353]
divider: [742, 1403, 958, 1404]
article-headline: SENSATION IN THE STATES.: [1236, 631, 1405, 667]
dateline: Received August 20, 3.5 p.m. London, August 20.: [1251, 370, 1429, 380]
paragraph: M. Millerand conferred the Cross of the Commander of the Legion of Honor on Major-General Yardo-Buller and Colonel Fitzgerald, Lord Kitchener's aide-de-camps.: [742, 502, 958, 537]
article-subhead: ATTEMPT TO SOW DISCORD AMONG THE ALLIES.: [46, 609, 245, 630]
divider: [102, 1373, 189, 1374]
paragraph: The Germans' great and incessant effects at Kovno, and attempts to effect a landing in the Baltic, in the far north, possibly showed the importance attached to operations in the northern sector. Their tactics indicate a desire to finish their task before being caught in the November rains and snow, amid the impassable roads and swamps of the Russian North.: [507, 515, 723, 599]
divider: [572, 1022, 658, 1023]
divider: [194, 318, 330, 319]
section-heading: ENGLAND.: [36, 548, 255, 580]
paragraph: The history of Warsaw from the sixteenth century on is intimately connected with that of Poland. The precise date of the foundation of the town is not known, but a castle is supposed to have been erected on its site by Conrad, Duke of Mazovia, in the ninth century. Until 1526 it was the residence of the Dukes of Mazovia, but when their dynasty became extinct it was annexed to Poland. When Poland and Lithuania were united, Warsaw was chosen as the Royal residence. Sigismund Augustus (Wasa) made it in 1550 the real capital of Poland, and from 1572 onwards the election of the Kings of Poland took place on the field of Wola, on the western outskirts of the city. From the 17th century possession of Warsaw was continually disputed between the Swedes, the Russians, the Brandenburgers, and the Austrians. In 1764 the Russians took possession of the town, and secured the election of Stanislaus Poniatowski, which led in 1773 to the first partition of Poland. In November, 1794, the Russians took it again, but the next year, at the third partition of Poland, Warsaw was given to Prussia. In November, 1806, the town was occupied by the troops of Napoleon, and after the peace of Tilsit, in 1807, was made the capital of the independent Duchy of Warsaw; but the Austrians seized it on April 21, 1809, and kept possession of it until June 2, when it once more reverted to the Russians. The Russians finally took it on February 8, 1813.: [1448, 1133, 1664, 1460]
divider: [572, 1328, 658, 1329]
dateline: London, August 19.: [411, 1510, 481, 1520]
dateline: Times and Sydney Sun Services. Received August 20.: [289, 1391, 481, 1401]
paragraph: Nowhere have the British been called to make greater sacrifices, and nowhere have they responded with greater courage and devotion. Judged by the gains of ground, the reward of this magnificent effort seems small, but it has practically destroyed the flower of the Turkish first line army.: [268, 764, 481, 835]
article-headline: A NEUTRAL'S STORY.: [53, 778, 239, 796]
article-subhead: 392 PEOPLE SAVED.: [1273, 522, 1369, 532]
dateline: Received August 20, 10.45 p.m. London, August 20.: [294, 665, 481, 675]
lead-subcolumns: [36, 544, 488, 1705]
article-subhead: INCIDENTS OF THE VISIT.: [788, 202, 913, 213]
article-headline: HIT WITHOUT WARNING.: [1260, 483, 1382, 518]
dateline: Paris, August 19.: [897, 1279, 958, 1289]
divider: [1748, 1619, 1835, 1620]
article-subhead: TWENTY AMERICANS ABOARD.: [1244, 953, 1398, 963]
section-heading: SOUTH AFRICA.: [742, 1408, 958, 1440]
article-headline: BRITAIN'S NEW MUNITIONS.: [782, 997, 918, 1033]
dateline: (Times and Sydney Sun Services.) Received August 20, 7.40 p.m. London, August 20.: [39, 634, 255, 653]
paragraph: Major Denton tells the story of an Australian in a trench. When a Turkish bomb was thrown the Australian instantly threw a sandbag over it and sat on it. The bomb exploded and the soldier was blown a few feet into the air and came down unhurt. An officer indignantly rebuked the soldier, who replied, "I didn't want to see all you poor blighters killed.": [268, 1403, 481, 1486]
